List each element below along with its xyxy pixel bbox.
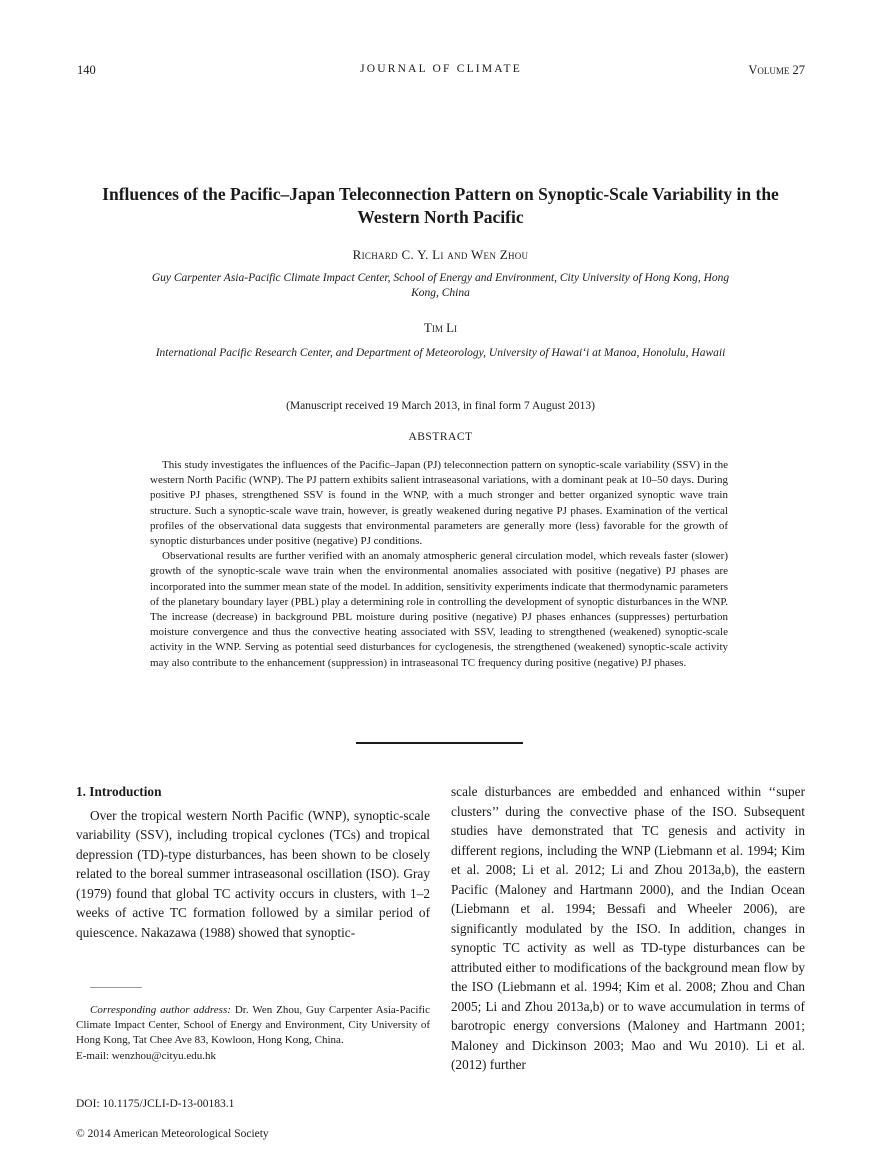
doi: DOI: 10.1175/JCLI-D-13-00183.1 <box>76 1098 235 1110</box>
footnote <box>76 1003 430 1064</box>
abstract-body <box>150 458 728 671</box>
abstract-heading: ABSTRACT <box>408 431 473 443</box>
affiliation-2: International Pacific Research Center, and Department of Meteorology, University of Hawai‘i at Manoa, Honolulu, Hawaii <box>155 347 726 359</box>
abstract-paragraph: This study investigates the influences of the Pacific–Japan (PJ) teleconnection pattern on synoptic-scale variability (SSV) in the western North Pacific (WNP). The PJ pattern exhibits salient intraseasonal variations, with a dominant peak at 10–50 days. During positive PJ phases, strengthened SSV is found in the WNP, with a much stronger and better organized synoptic wave train structure. Such a synoptic-scale wave train, however, is greatly weakened during negative PJ phases. Examination of the vertical profiles of the observational data suggests that environmental parameters are generally more (less) favorable for the growth of synoptic disturbances under positive (negative) PJ conditions. <box>150 459 728 548</box>
copyright: © 2014 American Meteorological Society <box>76 1128 269 1140</box>
affiliation-1: Guy Carpenter Asia-Pacific Climate Impact Center, School of Energy and Environment, City University of Hong Kong, Hong Kong, China <box>151 272 730 299</box>
section-heading: 1. Introduction <box>76 784 162 799</box>
body-paragraph: scale disturbances are embedded and enhanced within ‘‘super clusters’’ during the convective phase of the ISO. Subsequent studies have demonstrated that TC genesis and activity in different regions, including the WNP (Liebmann et al. 1994; Kim et al. 2008; Li et al. 2012; Li and Zhou 2013a,b), the eastern Pacific (Maloney and Hartmann 2000), and the Indian Ocean (Liebmann et al. 1994; Bessafi and Wheeler 2006), are significantly modulated by the ISO. In addition, changes in synoptic TC activity as well as TD-type disturbances can be attributed either to modifications of the background mean flow by the ISO (Liebmann et al. 1994; Kim et al. 2008; Zhou and Chan 2005; Li and Zhou 2013a,b) or to wave accumulation in terms of barotropic energy conversions (Maloney and Hartmann 2001; Maloney and Dickinson 2003; Mao and Wu 2010). Li et al. (2012) further <box>451 784 805 1072</box>
page-header <box>77 63 805 79</box>
volume-number: Volume 27 <box>748 63 805 77</box>
journal-name: JOURNAL OF CLIMATE <box>360 63 522 75</box>
manuscript-dates: (Manuscript received 19 March 2013, in final form 7 August 2013) <box>286 400 595 412</box>
section-divider <box>356 742 523 744</box>
left-column <box>76 782 430 942</box>
body-paragraph: Over the tropical western North Pacific (WNP), synoptic-scale variability (SSV), including tropical cyclones (TCs) and tropical depression (TD)-type disturbances, has been shown to be closely related to the boreal summer intraseasonal oscillation (ISO). Gray (1979) found that global TC activity occurs in clusters, with 1–2 weeks of active TC formation followed by a similar period of quiescence. Nakazawa (1988) showed that synoptic- <box>76 807 430 940</box>
footnote-divider <box>90 987 142 988</box>
author-list: Richard C. Y. Li and Wen Zhou <box>352 247 529 262</box>
footnote-text: Dr. Wen Zhou, Guy Carpenter Asia-Pacific Climate Impact Center, School of Energy and Environment, City University of Hong Kong, Tat Chee Ave 83, Kowloon, Hong Kong, China. <box>76 1004 430 1047</box>
author-list-2: Tim Li <box>423 320 458 335</box>
footnote-label: Corresponding author address: <box>90 1004 231 1016</box>
paper-title: Influences of the Pacific–Japan Teleconnection Pattern on Synoptic-Scale Variability in the Western North Pacific <box>102 184 779 227</box>
page-number: 140 <box>77 63 96 77</box>
abstract-paragraph: Observational results are further verified with an anomaly atmospheric general circulation model, which reveals faster (slower) growth of the synoptic-scale wave train when the environmental anomalies associated with positive (negative) PJ phases are incorporated into the summer mean state of the model. In addition, sensitivity experiments indicate that thermodynamic parameters of the planetary boundary layer (PBL) play a determining role in controlling the development of synoptic disturbances in the WNP. The increase (decrease) in background PBL moisture during positive (negative) PJ phases enhances (suppresses) perturbation moisture convergence and thus the convective heating associated with SSV, leading to strengthened (weakened) synoptic-scale activity in the WNP. Serving as potential seed disturbances for cyclogenesis, the strengthened (weakened) synoptic-scale activity may also contribute to the enhancement (suppression) in intraseasonal TC frequency during positive (negative) PJ phases. <box>150 550 728 669</box>
footnote-email: E-mail: wenzhou@cityu.edu.hk <box>76 1049 216 1062</box>
right-column <box>451 782 805 1075</box>
